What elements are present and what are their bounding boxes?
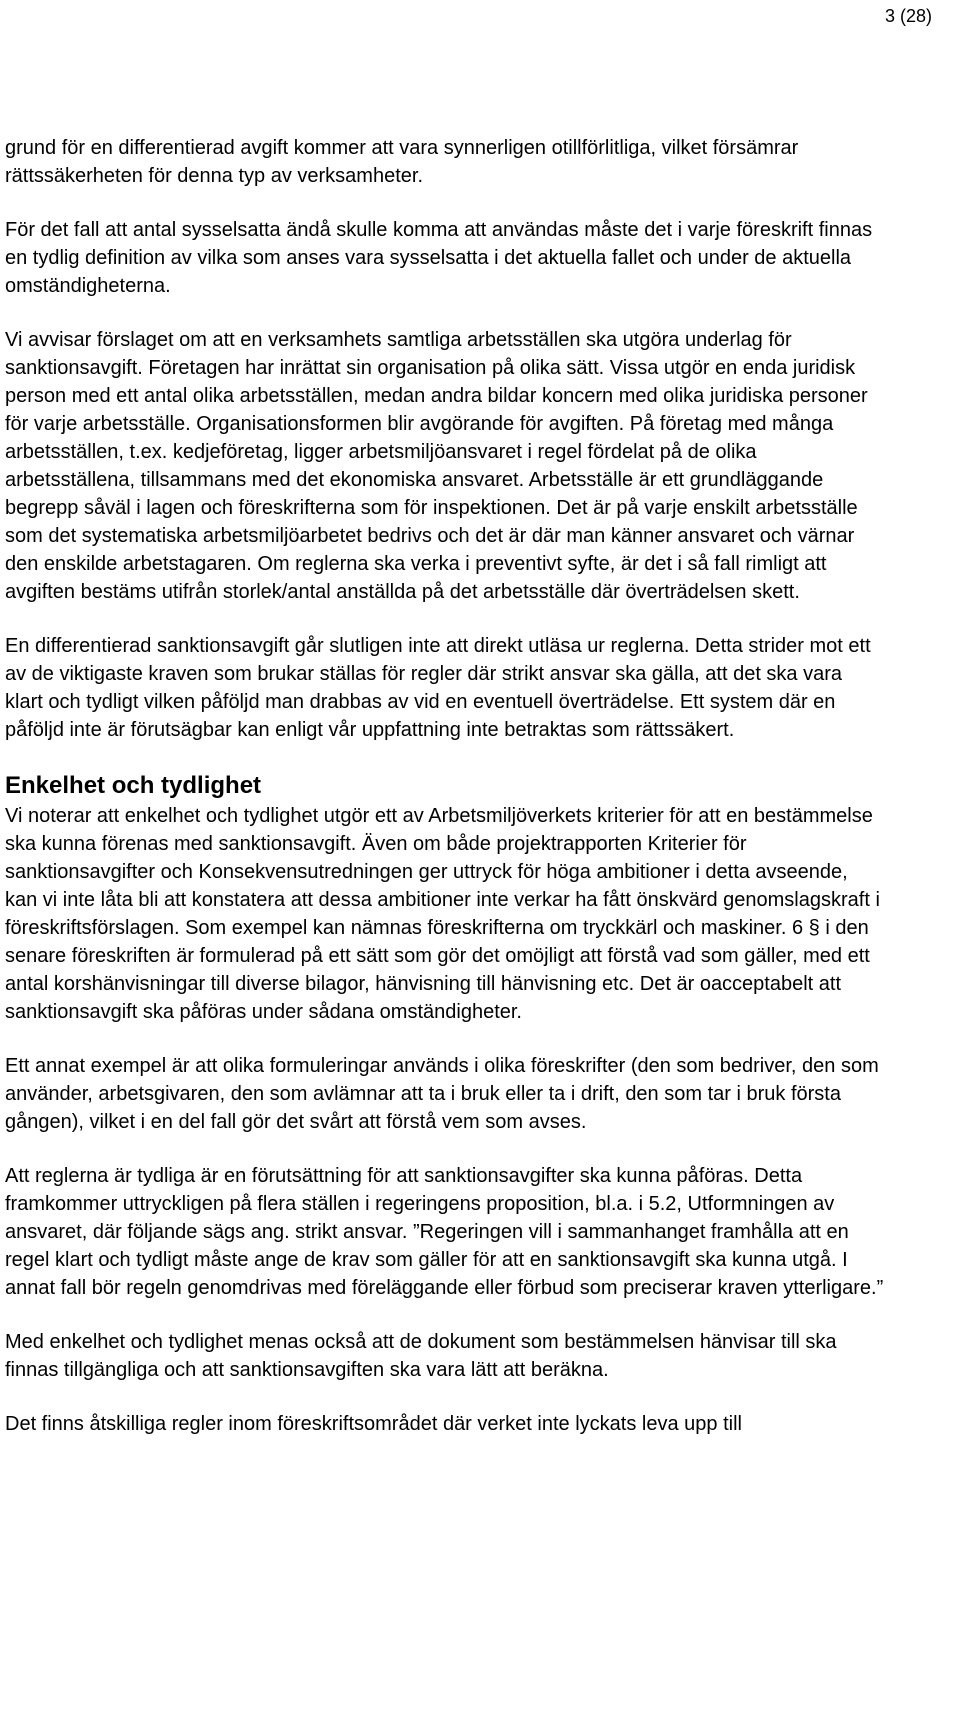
paragraph-1: grund för en differentierad avgift kommer att vara synnerligen otillförlitliga, vilket försämrar rättssäkerheten för denna typ av verksamheter. — [5, 137, 799, 187]
paragraph-6: Ett annat exempel är att olika formuleringar används i olika föreskrifter (den som bedriver, den som använder, arbetsgivaren, den som avlämnar att ta i bruk eller ta i drift, den som tar i bruk första gången), vilket i en del fall gör det svårt att förstå vem som avses. — [5, 1055, 879, 1133]
paragraph-4: En differentierad sanktionsavgift går slutligen inte att direkt utläsa ur reglerna. Detta strider mot ett av de viktigaste kraven som brukar ställas för regler där strikt ansvar ska gälla, att det ska vara klart och tydligt vilken påföljd man drabbas av vid en eventuell överträdelse. Ett system där en påföljd inte är förutsägbar kan enligt vår uppfattning inte betraktas som rättssäkert. — [5, 635, 871, 741]
page-number: 3 (28) — [884, 6, 932, 26]
paragraph-2: För det fall att antal sysselsatta ändå skulle komma att användas måste det i varje föreskrift finnas en tydlig definition av vilka som anses vara sysselsatta i det aktuella fallet och under de aktuella omständigheterna. — [5, 219, 873, 297]
paragraph-7: Att reglerna är tydliga är en förutsättning för att sanktionsavgifter ska kunna påföras. Detta framkommer uttryckligen på flera ställen i regeringens proposition, bl.a. i 5.2, Utformningen av ansvaret, där följande sägs ang. strikt ansvar. ”Regeringen vill i sammanhanget framhålla att en regel klart och tydligt måste ange de krav som gäller för att en sanktionsavgift ska kunna utgå. I annat fall bör regeln genomdrivas med föreläggande eller förbud som preciserar kraven ytterligare.” — [5, 1165, 884, 1299]
section-heading: Enkelhet och tydlighet — [5, 772, 262, 799]
paragraph-3: Vi avvisar förslaget om att en verksamhets samtliga arbetsställen ska utgöra underlag för sanktionsavgift. Företagen har inrättat sin organisation på olika sätt. Vissa utgör en enda juridisk person med ett antal olika arbetsställen, medan andra bildar koncern med olika juridiska personer för varje arbetsställe. Organisationsformen blir avgörande för avgiften. På företag med många arbetsställen, t.ex. kedjeföretag, ligger arbetsmiljöansvaret i regel fördelat på de olika arbetsställena, tillsammans med det ekonomiska ansvaret. Arbetsställe är ett grundläggande begrepp såväl i lagen och föreskrifterna som för inspektionen. Det är på varje enskilt arbetsställe som det systematiska arbetsmiljöarbetet bedrivs och det är där man känner ansvaret och värnar den enskilde arbetstagaren. Om reglerna ska verka i preventivt syfte, är det i så fall rimligt att avgiften bestäms utifrån storlek/antal anställda på det arbetsställe där överträdelsen skett. — [5, 329, 868, 603]
paragraph-5: Vi noterar att enkelhet och tydlighet utgör ett av Arbetsmiljöverkets kriterier för att en bestämmelse ska kunna förenas med sanktionsavgift. Även om både projektrapporten Kriterier för sanktionsavgifter och Konsekvensutredningen ger uttryck för höga ambitioner i detta avseende, kan vi inte låta bli att konstatera att dessa ambitioner inte verkar ha fått önskvärd genomslagskraft i föreskriftsförslagen. Som exempel kan nämnas föreskrifterna om tryckkärl och maskiner. 6 § i den senare föreskriften är formulerad på ett sätt som gör det omöjligt att förstå vad som gäller, med ett antal korshänvisningar till diverse bilagor, hänvisning till hänvisning etc. Det är oacceptabelt att sanktionsavgift ska påföras under sådana omständigheter. — [5, 805, 880, 1023]
paragraph-8: Med enkelhet och tydlighet menas också att de dokument som bestämmelsen hänvisar till ska finnas tillgängliga och att sanktionsavgiften ska vara lätt att beräkna. — [5, 1331, 837, 1381]
document-body — [5, 134, 885, 1464]
paragraph-9: Det finns åtskilliga regler inom föreskriftsområdet där verket inte lyckats leva upp till — [5, 1413, 742, 1435]
